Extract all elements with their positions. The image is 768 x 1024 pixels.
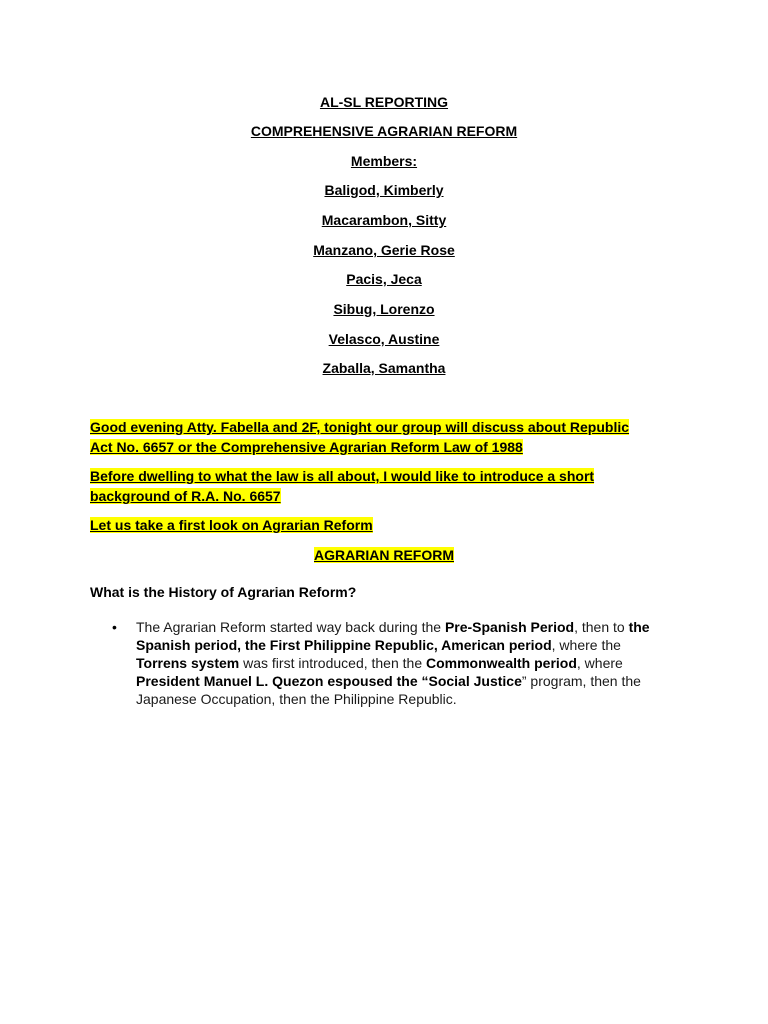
document-subtitle: COMPREHENSIVE AGRARIAN REFORM (250, 123, 518, 139)
greeting-line: Good evening Atty. Fabella and 2F, tonight our group will discuss about Republic (90, 419, 630, 435)
bullet-bold-segment: the Spanish period, the First Philippine Republic, American period (136, 619, 650, 653)
member-name: Manzano, Gerie Rose (313, 242, 455, 258)
member-name: Baligod, Kimberly (324, 182, 444, 198)
bullet-bold-segment: Pre-Spanish Period (444, 619, 575, 635)
background-line: Before dwelling to what the law is all about, I would like to introduce a short (90, 468, 595, 484)
document-title: AL-SL REPORTING (319, 94, 449, 110)
bullet-text-segment: , where (576, 655, 623, 671)
bullet-bold-segment: President Manuel L. Quezon espoused the “Social Justice (136, 673, 522, 689)
bullet-text-segment: , where the (551, 637, 621, 653)
section-heading (0, 546, 768, 564)
first-look-line: Let us take a first look on Agrarian Reform (90, 517, 373, 533)
background-line: background of R.A. No. 6657 (90, 488, 281, 504)
member-name: Velasco, Austine (328, 331, 440, 347)
greeting-paragraph (90, 417, 690, 457)
bullet-bold-segment: Torrens system (136, 655, 240, 671)
bullet-text-segment: , then to (574, 619, 629, 635)
background-paragraph (90, 466, 690, 506)
section-heading-text: AGRARIAN REFORM (314, 547, 454, 563)
member-name: Macarambon, Sitty (321, 212, 447, 228)
first-look-paragraph (90, 515, 690, 535)
member-name: Pacis, Jeca (346, 271, 422, 287)
bullet-bold-segment: Commonwealth period (426, 655, 577, 671)
greeting-line: Act No. 6657 or the Comprehensive Agrarian Reform Law of 1988 (90, 439, 523, 455)
history-bullet-text (136, 618, 672, 708)
bullet-text-segment: was first introduced, then the (239, 655, 426, 671)
bullet-text-segment: The Agrarian Reform started way back during the (136, 619, 445, 635)
member-name: Sibug, Lorenzo (333, 301, 435, 317)
bullet-marker: • (112, 619, 117, 635)
history-question: What is the History of Agrarian Reform? (90, 584, 357, 600)
member-name: Zaballa, Samantha (322, 360, 446, 376)
members-label: Members: (350, 153, 418, 169)
bullet-text-segment: ” program, then the Japanese Occupation, then the Philippine Republic. (136, 673, 641, 707)
